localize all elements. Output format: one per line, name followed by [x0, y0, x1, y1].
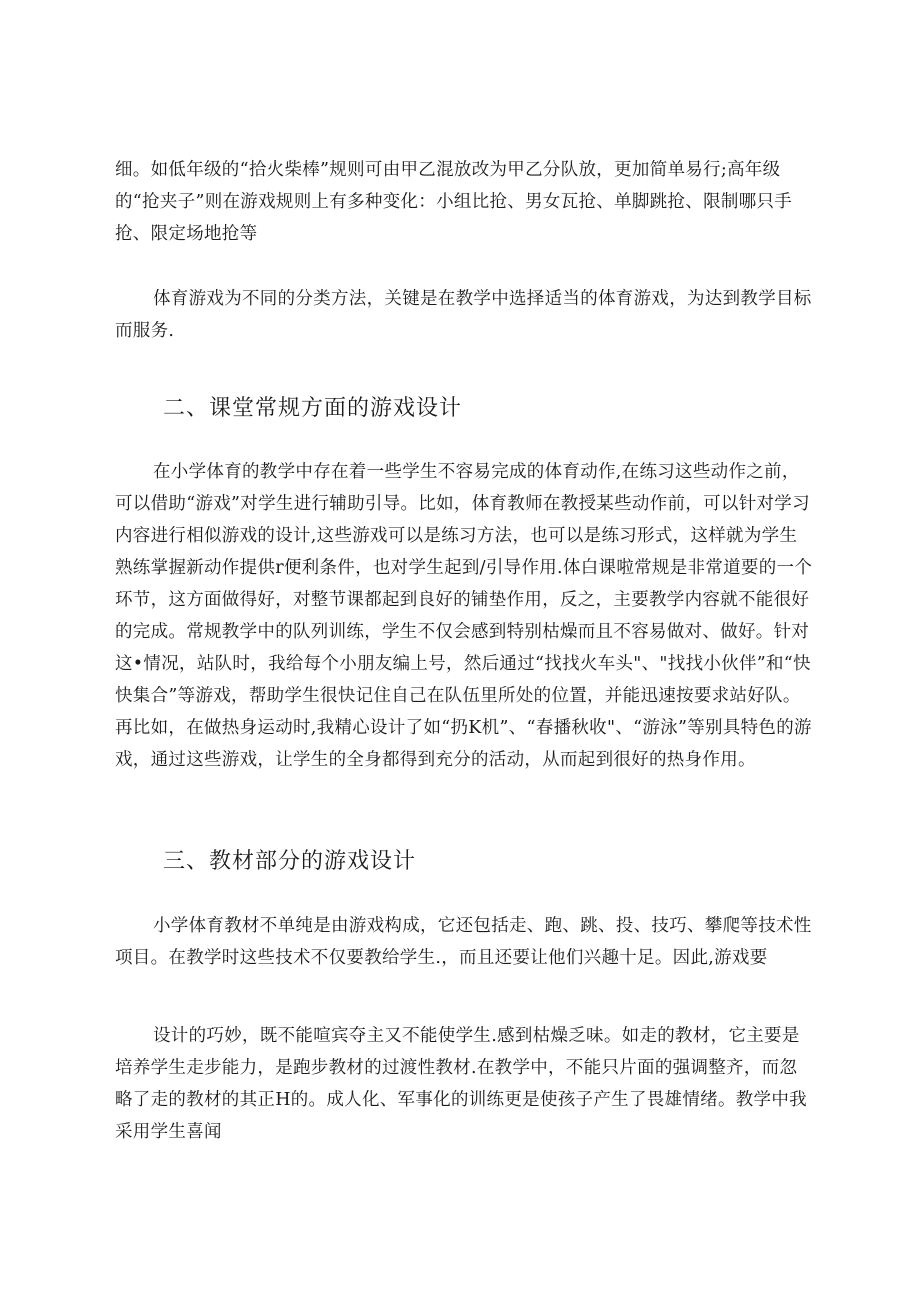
- paragraph-classroom-routine: 在小学体育的教学中存在着一些学生不容易完成的体育动作,在练习这些动作之前，可以借助“游戏”对学生进行辅助引导。比如，体育教师在教授某些动作前，可以针对学习内容进行相似游戏的设计,这些游戏可以是练习方法，也可以是练习形式，这样就为学生熟练掌握新动作提供r便利条件，也对学生起到/引导作用.体白课啦常规是非常道要的一个环节，这方面做得好，对整节课都起到良好的铺垫作用，反之，主要教学内容就不能很好的完成。常规教学中的队列训练，学生不仅会感到特别枯燥而且不容易做对、做好。针对这•情况，站队时，我给每个小朋友编上号，然后通过“找找火车头"、"找找小伙伴”和“快快集合”等游戏，帮助学生很快记住自己在队伍里所处的位置，并能迅速按要求站好队。再比如，在做热身运动时,我精心设计了如“扔K机”、“春播秋收"、“游泳”等别具特色的游戏，通过这些游戏，让学生的全身都得到充分的活动，从而起到很好的热身作用。: [115, 462, 813, 770]
- paragraph-classification: 体育游戏为不同的分类方法，关键是在教学中选择适当的体育游戏，为达到教学目标而服务.: [115, 289, 812, 341]
- paragraph-walking-materials: 设计的巧妙，既不能喧宾夺主又不能使学生.感到枯燥乏味。如走的教材，它主要是培养学生走步能力，是跑步教材的过渡性教材.在教学中，不能只片面的强调整齐，而忽略了走的教材的其正H的。成人化、军事化的训练更是使孩子产生了畏雄情绪。教学中我采用学生喜闻: [115, 1026, 807, 1142]
- paragraph-game-rules-continuation: 细。如低年级的“拾火柴棒”规则可由甲乙混放改为甲乙分队放，更加简单易行;高年级的“抢夹子”则在游戏规则上有多种变化：小组比抢、男女瓦抢、单脚跳抢、限制哪只手抢、限定场地抢等: [115, 160, 793, 244]
- paragraph-teaching-materials: 小学体育教材不单纯是由游戏构成，它还包括走、跑、跳、投、技巧、攀爬等技术性项目。在教学时这些技术不仅要教给学生.，而且还要让他们兴趣十足。因此,游戏要: [115, 916, 812, 968]
- section-heading-teaching-materials: 三、教材部分的游戏设计: [163, 849, 417, 874]
- section-heading-classroom-routine: 二、课堂常规方面的游戏设计: [163, 396, 463, 421]
